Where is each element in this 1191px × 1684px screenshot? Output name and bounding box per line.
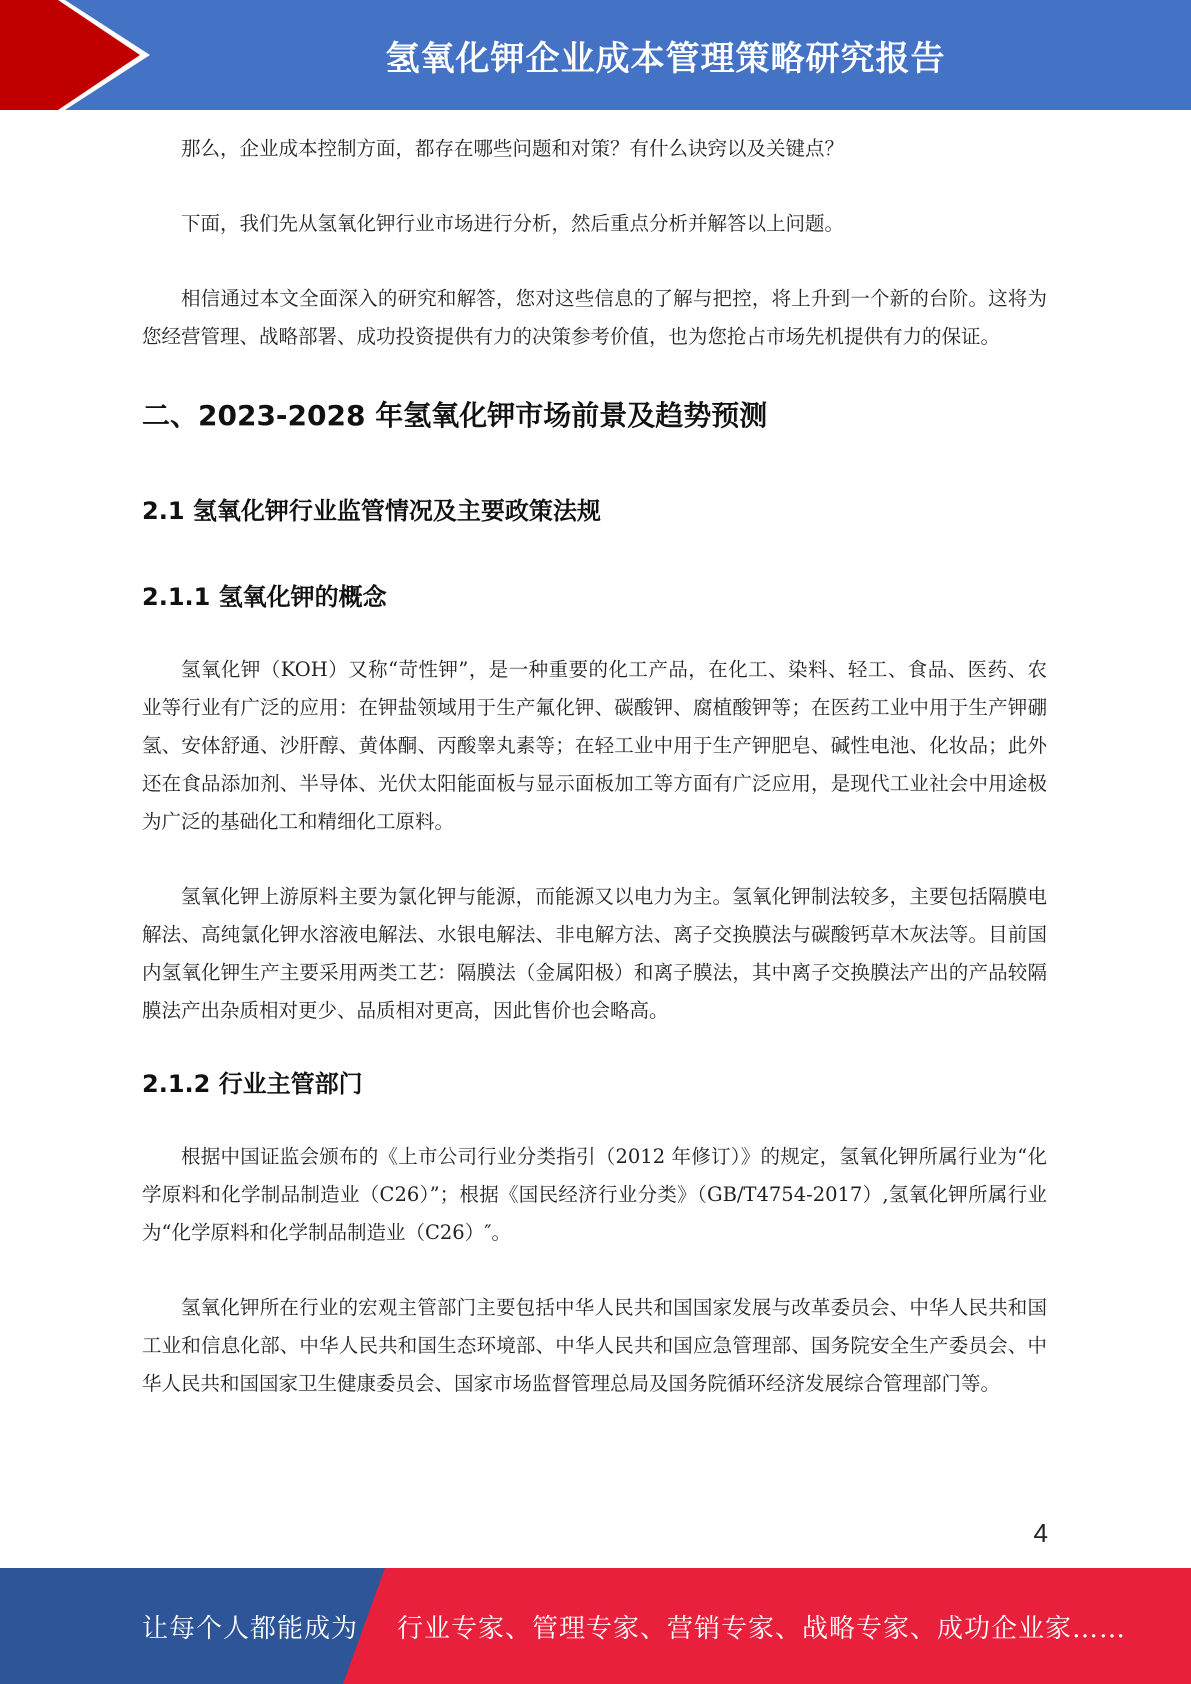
page-number: 4: [1033, 1518, 1048, 1548]
body-paragraph: 氢氧化钾上游原料主要为氯化钾与能源，而能源又以电力为主。氢氧化钾制法较多，主要包括隔膜电解法、高纯氯化钾水溶液电解法、水银电解法、非电解方法、离子交换膜法与碳酸钙草木灰法等。目前国内氢氧化钾生产主要采用两类工艺：隔膜法（金属阳极）和离子膜法，其中离子交换膜法产出的产品较隔膜法产出杂质相对更少、品质相对更高，因此售价也会略高。: [142, 885, 1047, 1022]
authority-heading: 2.1.2 行业主管部门: [142, 1070, 363, 1098]
intro-paragraph: 相信通过本文全面深入的研究和解答，您对这些信息的了解与把控，将上升到一个新的台阶。这将为您经营管理、战略部署、成功投资提供有力的决策参考价值，也为您抢占市场先机提供有力的保证。: [142, 287, 1047, 348]
body-paragraph: 根据中国证监会颁布的《上市公司行业分类指引（2012 年修订）》的规定，氢氧化钾所属行业为“化学原料和化学制品制造业（C26）”；根据《国民经济行业分类》（GB/T4754-2017）,氢氧化钾所属行业为“化学原料和化学制品制造业（C26）″。: [142, 1145, 1047, 1244]
page-footer: [0, 1568, 1191, 1684]
section-heading: 二、2023-2028 年氢氧化钾市场前景及趋势预测: [142, 399, 768, 432]
footer-slogan-left: 让每个人都能成为: [142, 1613, 359, 1644]
report-title: 氢氧化钾企业成本管理策略研究报告: [385, 38, 946, 79]
page-content: [142, 130, 1047, 1440]
body-paragraph: 氢氧化钾（KOH）又称“苛性钾”，是一种重要的化工产品，在化工、染料、轻工、食品、医药、农业等行业有广泛的应用：在钾盐领域用于生产氟化钾、碳酸钾、腐植酸钾等；在医药工业中用于生产钾硼氢、安体舒通、沙肝醇、黄体酮、丙酸睾丸素等；在轻工业中用于生产钾肥皂、碱性电池、化妆品；此外还在食品添加剂、半导体、光伏太阳能面板与显示面板加工等方面有广泛应用，是现代工业社会中用途极为广泛的基础化工和精细化工原料。: [142, 658, 1047, 833]
intro-paragraph: 下面，我们先从氢氧化钾行业市场进行分析，然后重点分析并解答以上问题。: [181, 212, 845, 235]
body-paragraph: 氢氧化钾所在行业的宏观主管部门主要包括中华人民共和国国家发展与改革委员会、中华人民共和国工业和信息化部、中华人民共和国生态环境部、中华人民共和国应急管理部、国务院安全生产委员会、中华人民共和国国家卫生健康委员会、国家市场监督管理总局及国务院循环经济发展综合管理部门等。: [142, 1296, 1047, 1395]
footer-slogan-right: 行业专家、管理专家、营销专家、战略专家、成功企业家……: [397, 1613, 1127, 1644]
concept-heading: 2.1.1 氢氧化钾的概念: [142, 583, 387, 611]
page-header: [0, 0, 1191, 110]
subsection-heading: 2.1 氢氧化钾行业监管情况及主要政策法规: [142, 497, 601, 525]
intro-paragraph: 那么，企业成本控制方面，都存在哪些问题和对策？有什么诀窍以及关键点？: [181, 137, 845, 160]
